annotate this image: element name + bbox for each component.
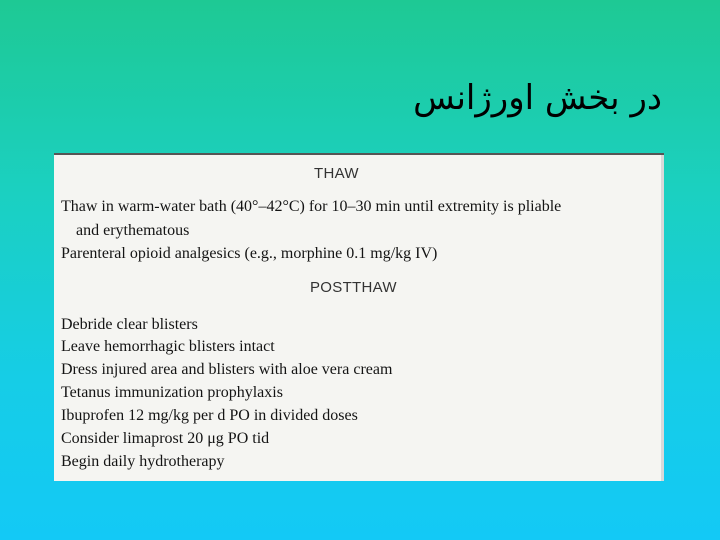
postthaw-line: Ibuprofen 12 mg/kg per d PO in divided doses [61,407,358,424]
postthaw-line: Dress injured area and blisters with aloe vera cream [61,361,393,378]
postthaw-heading: POSTTHAW [310,279,397,296]
thaw-line: Thaw in warm-water bath (40°–42°C) for 10–30 min until extremity is pliable [61,198,562,215]
slide-title: در بخش اورژانس [413,78,662,118]
thaw-line: Parenteral opioid analgesics (e.g., morphine 0.1 mg/kg IV) [61,245,438,262]
postthaw-line: Leave hemorrhagic blisters intact [61,338,275,355]
postthaw-line: Begin daily hydrotherapy [61,453,225,470]
postthaw-line: Tetanus immunization prophylaxis [61,384,283,401]
postthaw-line: Consider limaprost 20 μg PO tid [61,430,270,447]
thaw-heading: THAW [314,165,359,182]
thaw-line: and erythematous [76,222,190,239]
treatment-table [54,153,664,481]
postthaw-line: Debride clear blisters [61,316,198,333]
